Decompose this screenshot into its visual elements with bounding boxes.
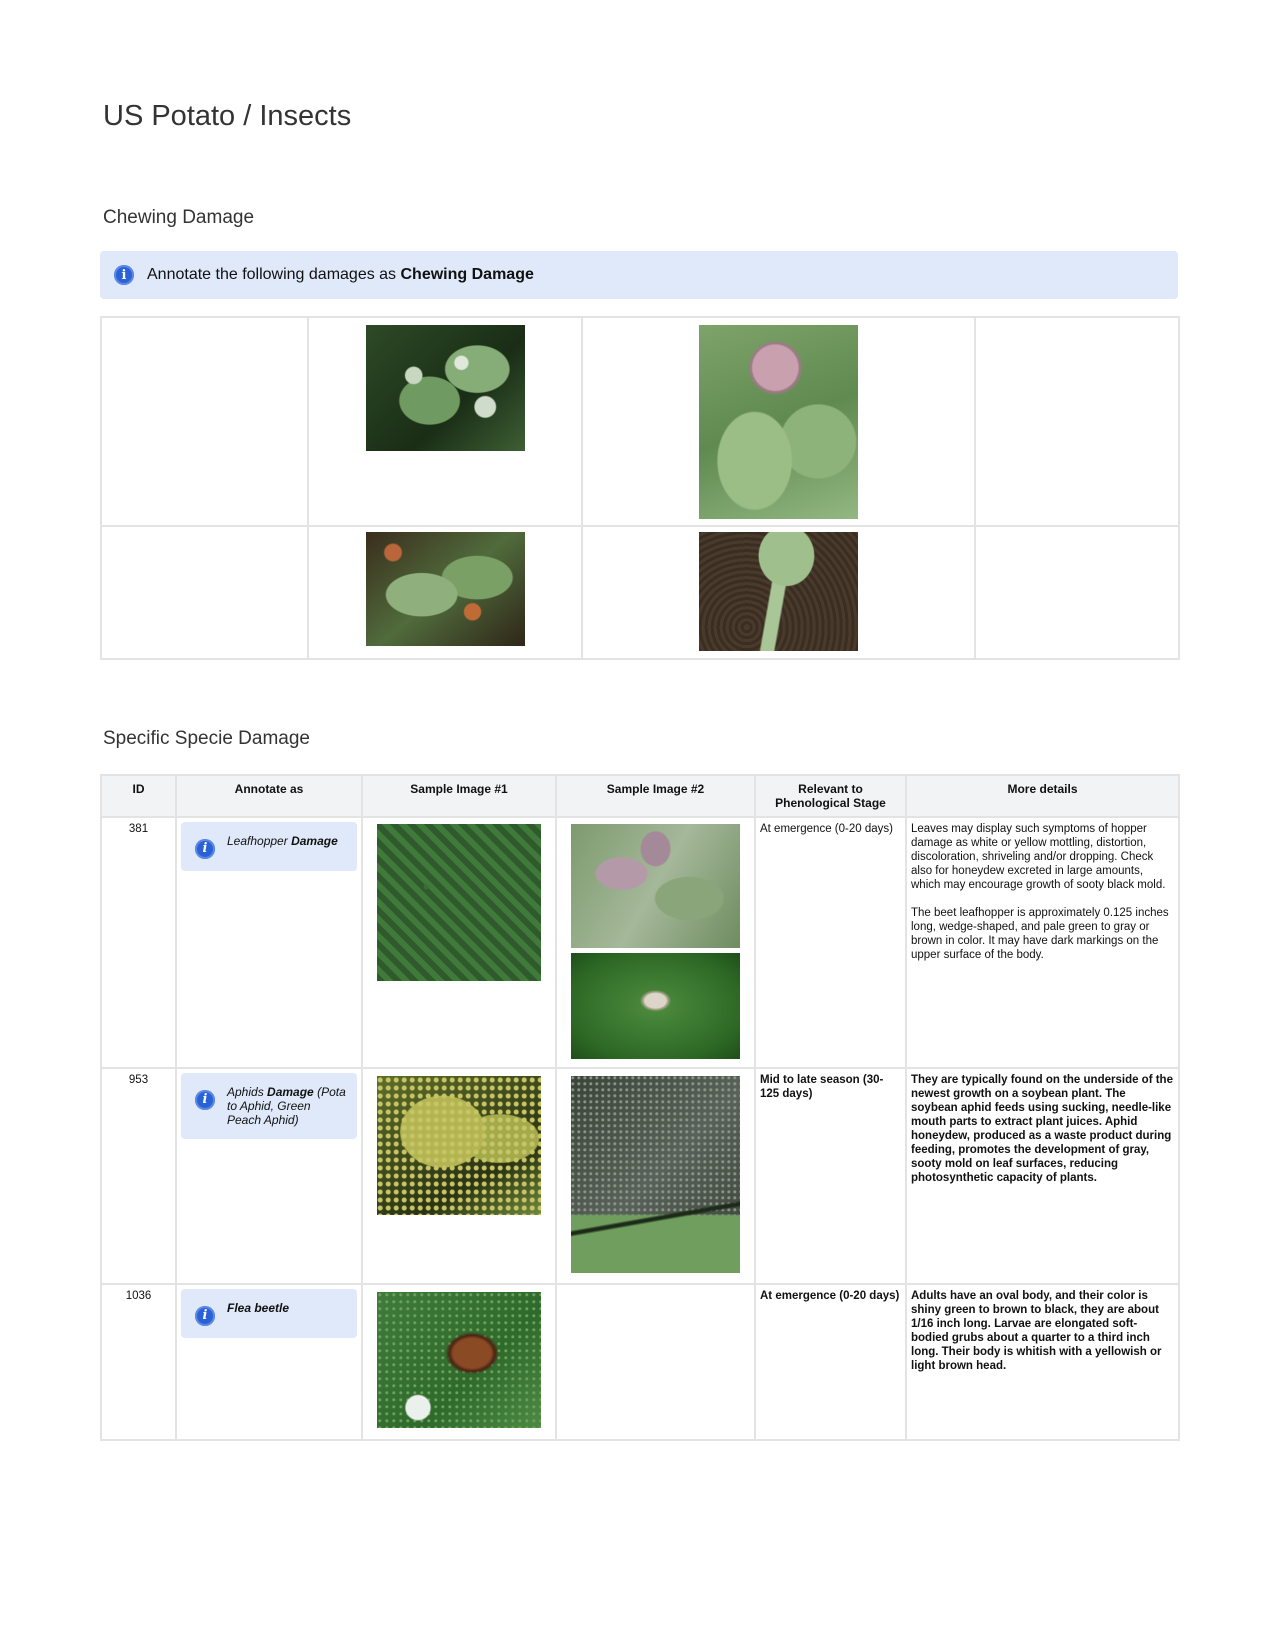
row-id: 381 [101, 817, 176, 1068]
specie-damage-title: Specific Specie Damage [103, 728, 310, 749]
annotate-label: Flea beetle [227, 1301, 290, 1315]
leaf-chewing-holes-photo [366, 325, 525, 451]
header-details: More details [906, 775, 1179, 817]
sample-image-1-cell [362, 1068, 556, 1284]
header-stage: Relevant to Phenological Stage [755, 775, 906, 817]
stage-cell: At emergence (0-20 days) [755, 817, 906, 1068]
details-paragraph: Leaves may display such symptoms of hopper damage as white or yellow mottling, distortion, discoloration, shriveling and/or dropping. Check also for honeydew excreted in large amounts, which may encourage growth of sooty black mold. [911, 823, 1166, 891]
annotate-label-box [181, 1073, 357, 1139]
details-cell [906, 817, 1179, 1068]
row-id: 953 [101, 1068, 176, 1284]
stage-cell: Mid to late season (30-125 days) [755, 1068, 906, 1284]
header-annotate: Annotate as [176, 775, 362, 817]
chewing-image-grid [100, 316, 1180, 660]
sample-image-1-cell [362, 1284, 556, 1440]
row-id: 1036 [101, 1284, 176, 1440]
info-circle-icon: i [195, 1090, 215, 1110]
annotate-cell [176, 817, 362, 1068]
stage-cell: At emergence (0-20 days) [755, 1284, 906, 1440]
empty-cell [975, 526, 1179, 659]
image-cell [582, 526, 975, 659]
details-cell: They are typically found on the underside of the newest growth on a soybean plant. The soybean aphid feeds using sucking, needle-like mouth parts to extract plant juices. Aphid honeydew, produced as a waste product during feeding, promotes the development of gray, sooty mold on leaf surfaces, reducing photosynthetic capacity of plants. [906, 1068, 1179, 1284]
info-circle-icon: i [195, 1306, 215, 1326]
details-paragraph: The beet leafhopper is approximately 0.125 inches long, wedge-shaped, and pale green to gray or brown in color. It may have dark markings on the upper surface of the body. [911, 907, 1169, 961]
image-cell [308, 526, 582, 659]
info-circle-icon: i [114, 265, 134, 285]
flea-beetle-photo [377, 1292, 541, 1428]
chewing-info-banner [100, 251, 1178, 299]
banner-prefix: Annotate the following damages as [147, 266, 401, 283]
info-circle-icon: i [195, 839, 215, 859]
header-row [101, 775, 1179, 817]
banner-text [147, 266, 534, 284]
sample-image-1-cell [362, 817, 556, 1068]
hopper-mottled-leaves-photo [571, 824, 740, 948]
annotate-label: Aphids Damage (Pota to Aphid, Green Peach Aphid) [227, 1085, 346, 1127]
sample-image-2-cell [556, 1284, 755, 1440]
annotate-label: Leafhopper Damage [227, 834, 338, 848]
page-title: US Potato / Insects [103, 100, 352, 132]
image-cell [582, 317, 975, 526]
annotate-label-box [181, 1289, 357, 1338]
aphid-leaves-photo [377, 1076, 541, 1215]
empty-cell [101, 526, 308, 659]
cutworm-on-leaf-photo [699, 325, 858, 519]
sample-image-2-cell [556, 1068, 755, 1284]
chewing-damage-title: Chewing Damage [103, 207, 255, 228]
specie-damage-table [100, 774, 1180, 1441]
table-row [101, 1068, 1179, 1284]
details-cell: Adults have an oval body, and their color is shiny green to brown to black, they are about 1/16 inch long. Larvae are elongated soft-bodied grubs about a quarter to a third inch long. Their body is whitish with a yellowish or light brown head. [906, 1284, 1179, 1440]
table-row [101, 1284, 1179, 1440]
header-id: ID [101, 775, 176, 817]
colorado-beetle-leaves-photo [366, 532, 525, 646]
sample-image-2-cell [556, 817, 755, 1068]
header-sample1: Sample Image #1 [362, 775, 556, 817]
image-cell [308, 317, 582, 526]
empty-cell [101, 317, 308, 526]
empty-cell [975, 317, 1179, 526]
header-sample2: Sample Image #2 [556, 775, 755, 817]
annotate-cell [176, 1284, 362, 1440]
leafhopper-leaf-photo [377, 824, 541, 981]
annotate-label-box [181, 822, 357, 871]
annotate-cell [176, 1068, 362, 1284]
cut-stem-soil-photo [699, 532, 858, 651]
sooty-mold-leaf-photo [571, 1076, 740, 1273]
banner-emphasis: Chewing Damage [400, 266, 534, 283]
table-row [101, 817, 1179, 1068]
leafhopper-insect-photo [571, 953, 740, 1059]
